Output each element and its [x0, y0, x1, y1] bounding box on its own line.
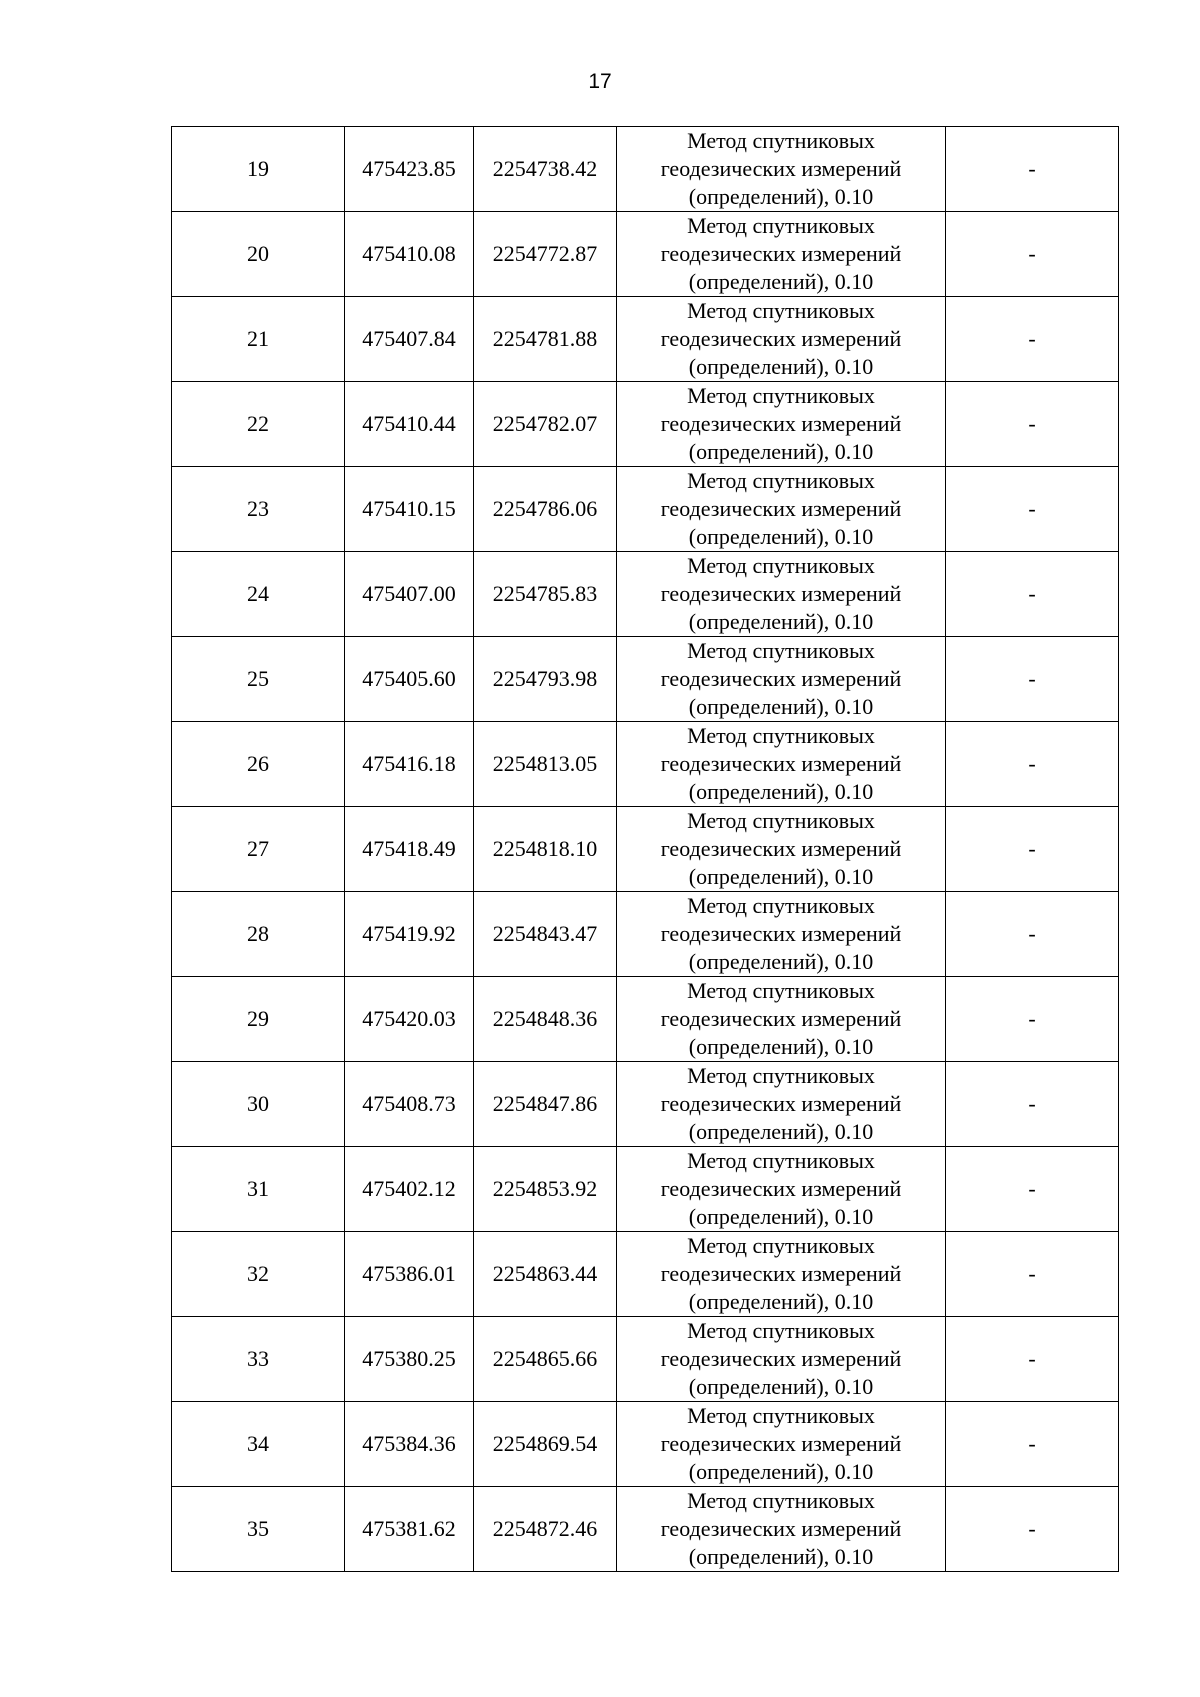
table-row	[172, 127, 1119, 212]
description-cell: -	[946, 552, 1119, 637]
y-coordinate-cell: 2254781.88	[474, 297, 617, 382]
method-cell	[617, 892, 946, 977]
method-line: Метод спутниковых	[687, 1403, 875, 1428]
method-line: (определений), 0.10	[688, 1544, 874, 1569]
point-number-cell: 35	[172, 1487, 345, 1572]
y-coordinate-cell: 2254869.54	[474, 1402, 617, 1487]
description-cell: -	[946, 807, 1119, 892]
method-line: Метод спутниковых	[687, 638, 875, 663]
method-line: Метод спутниковых	[687, 383, 875, 408]
method-line: (определений), 0.10	[688, 439, 874, 464]
method-line: геодезических измерений	[660, 921, 902, 946]
point-number-cell: 26	[172, 722, 345, 807]
point-number-cell: 29	[172, 977, 345, 1062]
table-row	[172, 1232, 1119, 1317]
point-number-cell: 32	[172, 1232, 345, 1317]
point-number-cell: 23	[172, 467, 345, 552]
method-line: (определений), 0.10	[688, 949, 874, 974]
point-number-cell: 31	[172, 1147, 345, 1232]
coordinates-table	[171, 126, 1119, 1572]
method-cell	[617, 637, 946, 722]
method-line: геодезических измерений	[660, 411, 902, 436]
x-coordinate-cell: 475407.00	[345, 552, 474, 637]
x-coordinate-cell: 475381.62	[345, 1487, 474, 1572]
method-cell	[617, 1147, 946, 1232]
method-line: геодезических измерений	[660, 1516, 902, 1541]
method-cell	[617, 127, 946, 212]
description-cell: -	[946, 892, 1119, 977]
point-number-cell: 28	[172, 892, 345, 977]
table-row	[172, 552, 1119, 637]
x-coordinate-cell: 475410.44	[345, 382, 474, 467]
method-line: геодезических измерений	[660, 1006, 902, 1031]
table-row	[172, 977, 1119, 1062]
method-line: геодезических измерений	[660, 326, 902, 351]
table-row	[172, 297, 1119, 382]
method-line: Метод спутниковых	[687, 213, 875, 238]
method-line: (определений), 0.10	[688, 184, 874, 209]
method-cell	[617, 382, 946, 467]
method-cell	[617, 297, 946, 382]
y-coordinate-cell: 2254813.05	[474, 722, 617, 807]
point-number-cell: 24	[172, 552, 345, 637]
method-cell	[617, 722, 946, 807]
table-row	[172, 637, 1119, 722]
y-coordinate-cell: 2254793.98	[474, 637, 617, 722]
description-cell: -	[946, 467, 1119, 552]
method-line: (определений), 0.10	[688, 354, 874, 379]
method-line: геодезических измерений	[660, 1261, 902, 1286]
description-cell: -	[946, 212, 1119, 297]
method-line: (определений), 0.10	[688, 609, 874, 634]
method-line: (определений), 0.10	[688, 1459, 874, 1484]
table-row	[172, 807, 1119, 892]
method-line: (определений), 0.10	[688, 1374, 874, 1399]
description-cell: -	[946, 127, 1119, 212]
y-coordinate-cell: 2254772.87	[474, 212, 617, 297]
description-cell: -	[946, 1487, 1119, 1572]
description-cell: -	[946, 722, 1119, 807]
x-coordinate-cell: 475418.49	[345, 807, 474, 892]
method-line: геодезических измерений	[660, 1346, 902, 1371]
table-row	[172, 1147, 1119, 1232]
page-number: 17	[588, 70, 612, 93]
method-line: геодезических измерений	[660, 581, 902, 606]
y-coordinate-cell: 2254872.46	[474, 1487, 617, 1572]
table-row	[172, 1487, 1119, 1572]
point-number-cell: 27	[172, 807, 345, 892]
method-line: Метод спутниковых	[687, 978, 875, 1003]
method-cell	[617, 552, 946, 637]
point-number-cell: 21	[172, 297, 345, 382]
method-line: геодезических измерений	[660, 836, 902, 861]
x-coordinate-cell: 475405.60	[345, 637, 474, 722]
description-cell: -	[946, 1062, 1119, 1147]
method-line: Метод спутниковых	[687, 553, 875, 578]
method-line: Метод спутниковых	[687, 128, 875, 153]
method-line: геодезических измерений	[660, 751, 902, 776]
description-cell: -	[946, 1317, 1119, 1402]
point-number-cell: 22	[172, 382, 345, 467]
method-line: Метод спутниковых	[687, 1063, 875, 1088]
x-coordinate-cell: 475423.85	[345, 127, 474, 212]
point-number-cell: 34	[172, 1402, 345, 1487]
method-line: (определений), 0.10	[688, 1289, 874, 1314]
method-line: геодезических измерений	[660, 1431, 902, 1456]
x-coordinate-cell: 475402.12	[345, 1147, 474, 1232]
coordinates-table-body	[172, 127, 1119, 1572]
point-number-cell: 30	[172, 1062, 345, 1147]
method-line: Метод спутниковых	[687, 1233, 875, 1258]
method-line: (определений), 0.10	[688, 864, 874, 889]
description-cell: -	[946, 977, 1119, 1062]
table-row	[172, 1402, 1119, 1487]
x-coordinate-cell: 475419.92	[345, 892, 474, 977]
point-number-cell: 25	[172, 637, 345, 722]
x-coordinate-cell: 475416.18	[345, 722, 474, 807]
method-line: (определений), 0.10	[688, 269, 874, 294]
method-line: Метод спутниковых	[687, 808, 875, 833]
description-cell: -	[946, 297, 1119, 382]
y-coordinate-cell: 2254863.44	[474, 1232, 617, 1317]
y-coordinate-cell: 2254848.36	[474, 977, 617, 1062]
x-coordinate-cell: 475384.36	[345, 1402, 474, 1487]
method-line: Метод спутниковых	[687, 1318, 875, 1343]
point-number-cell: 19	[172, 127, 345, 212]
method-line: геодезических измерений	[660, 496, 902, 521]
table-row	[172, 722, 1119, 807]
x-coordinate-cell: 475408.73	[345, 1062, 474, 1147]
table-row	[172, 382, 1119, 467]
point-number-cell: 20	[172, 212, 345, 297]
method-cell	[617, 212, 946, 297]
description-cell: -	[946, 382, 1119, 467]
method-line: Метод спутниковых	[687, 723, 875, 748]
method-cell	[617, 1317, 946, 1402]
method-line: геодезических измерений	[660, 1176, 902, 1201]
method-line: Метод спутниковых	[687, 468, 875, 493]
method-line: (определений), 0.10	[688, 524, 874, 549]
x-coordinate-cell: 475410.15	[345, 467, 474, 552]
method-cell	[617, 807, 946, 892]
x-coordinate-cell: 475386.01	[345, 1232, 474, 1317]
table-row	[172, 467, 1119, 552]
point-number-cell: 33	[172, 1317, 345, 1402]
method-line: геодезических измерений	[660, 156, 902, 181]
y-coordinate-cell: 2254785.83	[474, 552, 617, 637]
table-row	[172, 1062, 1119, 1147]
description-cell: -	[946, 1232, 1119, 1317]
description-cell: -	[946, 1147, 1119, 1232]
method-cell	[617, 1232, 946, 1317]
y-coordinate-cell: 2254865.66	[474, 1317, 617, 1402]
method-line: (определений), 0.10	[688, 779, 874, 804]
table-row	[172, 1317, 1119, 1402]
method-line: (определений), 0.10	[688, 1204, 874, 1229]
method-line: (определений), 0.10	[688, 1034, 874, 1059]
method-cell	[617, 1487, 946, 1572]
method-line: Метод спутниковых	[687, 1148, 875, 1173]
description-cell: -	[946, 637, 1119, 722]
y-coordinate-cell: 2254818.10	[474, 807, 617, 892]
y-coordinate-cell: 2254847.86	[474, 1062, 617, 1147]
method-line: (определений), 0.10	[688, 1119, 874, 1144]
method-line: Метод спутниковых	[687, 893, 875, 918]
table-row	[172, 212, 1119, 297]
x-coordinate-cell: 475410.08	[345, 212, 474, 297]
x-coordinate-cell: 475380.25	[345, 1317, 474, 1402]
method-line: геодезических измерений	[660, 241, 902, 266]
method-line: геодезических измерений	[660, 666, 902, 691]
y-coordinate-cell: 2254738.42	[474, 127, 617, 212]
method-cell	[617, 1402, 946, 1487]
method-line: (определений), 0.10	[688, 694, 874, 719]
table-row	[172, 892, 1119, 977]
x-coordinate-cell: 475407.84	[345, 297, 474, 382]
method-line: геодезических измерений	[660, 1091, 902, 1116]
method-cell	[617, 1062, 946, 1147]
y-coordinate-cell: 2254782.07	[474, 382, 617, 467]
y-coordinate-cell: 2254853.92	[474, 1147, 617, 1232]
method-line: Метод спутниковых	[687, 1488, 875, 1513]
method-cell	[617, 977, 946, 1062]
description-cell: -	[946, 1402, 1119, 1487]
x-coordinate-cell: 475420.03	[345, 977, 474, 1062]
method-line: Метод спутниковых	[687, 298, 875, 323]
y-coordinate-cell: 2254843.47	[474, 892, 617, 977]
y-coordinate-cell: 2254786.06	[474, 467, 617, 552]
method-cell	[617, 467, 946, 552]
